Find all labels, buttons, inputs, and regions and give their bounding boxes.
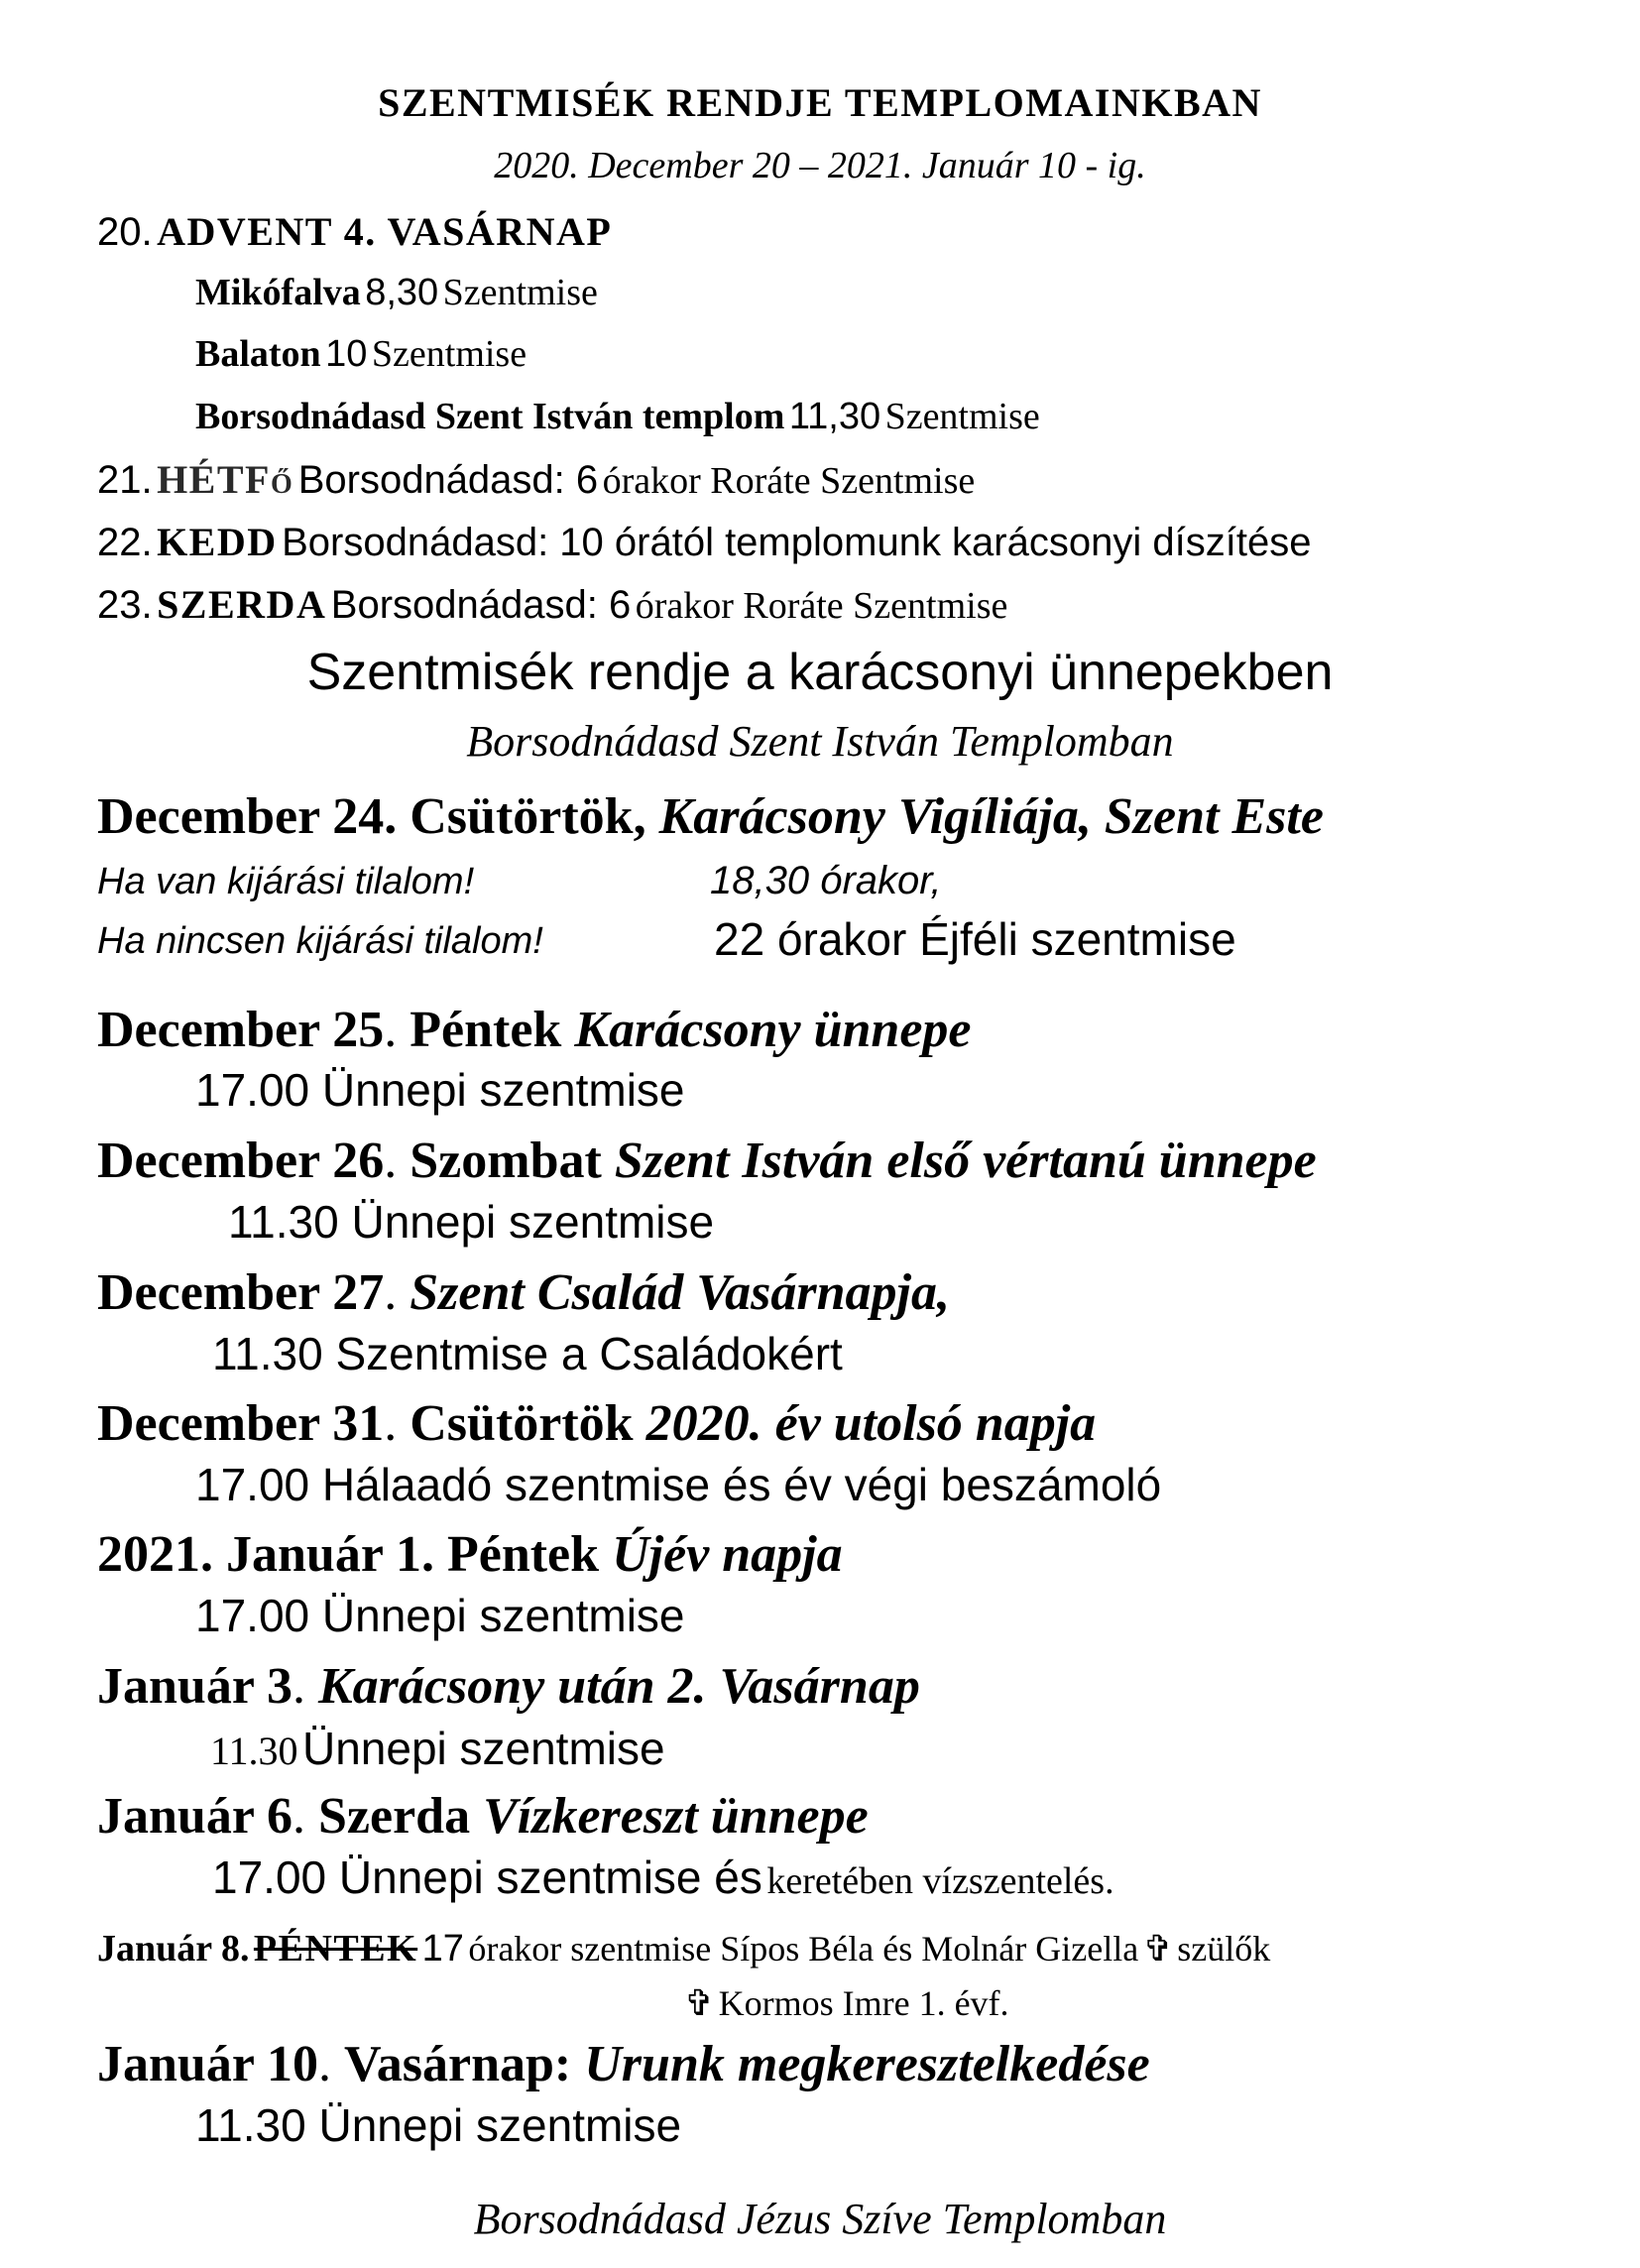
sep [599,1526,612,1583]
feast: Vízkereszt ünnepe [483,1788,869,1845]
mass-line: 11.30 Szentmise a Családokért [212,1328,843,1379]
mass-text: Szentmise [442,272,598,313]
mass-line: 11.30 Ünnepi szentmise [195,2099,682,2151]
mass-line: 17.00 Hálaadó szentmise és év végi beszámoló [195,1459,1162,1510]
day-heading [97,1788,869,1845]
day-name: HÉTFő [157,457,294,502]
feast: Szent Család Vasárnapja, [410,1264,950,1321]
date: December 27 [97,1264,385,1321]
mass-extra: keretében vízszentelés. [766,1860,1114,1902]
day-row-21 [97,457,976,502]
curfew-label-2: Ha nincsen kijárási tilalom! [97,920,543,962]
mass-line: 11.30 Ünnepi szentmise [228,1196,715,1248]
sep: . [384,1395,410,1452]
date: December 24. Csütörtök, [97,788,646,845]
mass-text: Kormos Imre 1. évf. [718,1983,1009,2023]
day-number: 21. [97,458,153,502]
day-name: SZERDA [157,582,327,627]
weekday: Szombat [410,1133,602,1189]
sep: . [384,1002,410,1058]
mass-place: Balaton [195,333,321,375]
mass-line [210,1723,665,1774]
date: December 26 [97,1133,385,1189]
cross-icon: ✞ [684,1983,715,2024]
feast: Karácsony Vigíliája, Szent Este [658,788,1324,845]
mass-time: 11.30 [210,1729,298,1773]
day-heading: Január 10. Vasárnap: Urunk megkeresztelkedése [97,2036,1150,2092]
day-text: órakor Roráte Szentmise [635,585,1008,627]
mass-line: 17.00 Ünnepi szentmise [195,1590,685,1641]
sep: . [384,1264,410,1321]
mass-time: 11,30 [788,396,881,437]
weekday: Péntek [410,1002,562,1058]
date: Január 8. [97,1928,250,1970]
day-number: 22. [97,521,153,564]
day-heading [97,1135,1317,1187]
mass-text: Szentmise [371,333,527,375]
jan8-row-2 [684,1985,1009,2022]
holiday-heading: Szentmisék rendje a karácsonyi ünnepekben [306,644,1334,701]
sep: . [384,1133,410,1189]
feast: 2020. év utolsó napja [645,1395,1097,1452]
day-place: Borsodnádasd: 10 órától templomunk karácsonyi díszítése [282,521,1312,564]
feast: Karácsony után 2. Vasárnap [317,1658,920,1715]
day-heading [97,1264,950,1321]
mass-place: Mikófalva [195,272,361,313]
day-text: órakor Roráte Szentmise [602,460,976,502]
curfew-time-1: 18,30 órakor, [710,859,942,902]
mass-line: 17.00 Ünnepi szentmise [195,1064,685,1116]
curfew-label-1: Ha van kijárási tilalom! [97,861,475,902]
mass-row [195,335,527,373]
mass-text: Ünnepi szentmise [301,1723,665,1774]
mass-time: 10 [325,333,368,375]
footer-church: Borsodnádasd Jézus Szíve Templomban [473,2195,1167,2243]
mass-text: 17.00 Ünnepi szentmise és [212,1851,762,1903]
day-row-22 [97,520,1312,564]
mass-row [195,274,598,311]
page-title: SZENTMISÉK RENDJE TEMPLOMAINKBAN [378,80,1262,125]
weekday: Szerda [317,1788,471,1845]
mass-text: Szentmise [884,396,1040,437]
date: 2021. Január 1. Péntek [97,1526,600,1583]
date-range: 2020. December 20 – 2021. Január 10 - ig. [494,145,1146,186]
day-name: KEDD [157,520,278,564]
weekday: Vasárnap: [343,2036,572,2092]
day-number: 20. [97,210,153,254]
day-heading [97,1658,920,1715]
sep: . [292,1788,318,1845]
day-number: 23. [97,583,153,627]
date: Január 10 [97,2036,318,2092]
mass-line [212,1851,1114,1903]
day-place: Borsodnádasd: 6 [297,458,599,502]
feast: Újév napja [612,1526,843,1583]
mass-text: órakor szentmise Sípos Béla és Molnár Gizella [468,1929,1139,1969]
cross-icon: ✞ [1142,1929,1173,1970]
mass-text-2: szülők [1177,1929,1271,1969]
weekday: PÉNTEK [253,1928,418,1970]
feast: Szent István első vértanú ünnepe [614,1133,1317,1189]
mass-row [195,398,1040,435]
mass-place: Borsodnádasd Szent István templom [195,396,785,437]
feast: Urunk megkeresztelkedése [584,2036,1150,2092]
curfew-time-2: 22 órakor Éjféli szentmise [714,913,1236,965]
date: December 31 [97,1395,385,1452]
weekday: Csütörtök [410,1395,634,1452]
day-row-20 [97,209,613,254]
mass-time: 17 [421,1928,464,1970]
day-heading [97,1526,843,1583]
day-name: ADVENT 4. VASÁRNAP [157,209,613,254]
day-place: Borsodnádasd: 6 [330,583,632,627]
date: Január 3 [97,1658,293,1715]
christmas-eve-heading [97,788,1324,845]
feast: Karácsony ünnepe [574,1002,972,1058]
day-heading [97,1002,972,1058]
sep: . [292,1658,318,1715]
mass-time: 8,30 [365,272,439,313]
date: Január 6 [97,1788,293,1845]
date: December 25 [97,1002,385,1058]
jan8-row [97,1930,1270,1968]
day-row-23 [97,582,1008,627]
holiday-church: Borsodnádasd Szent István Templomban [466,717,1174,766]
day-heading [97,1395,1097,1452]
